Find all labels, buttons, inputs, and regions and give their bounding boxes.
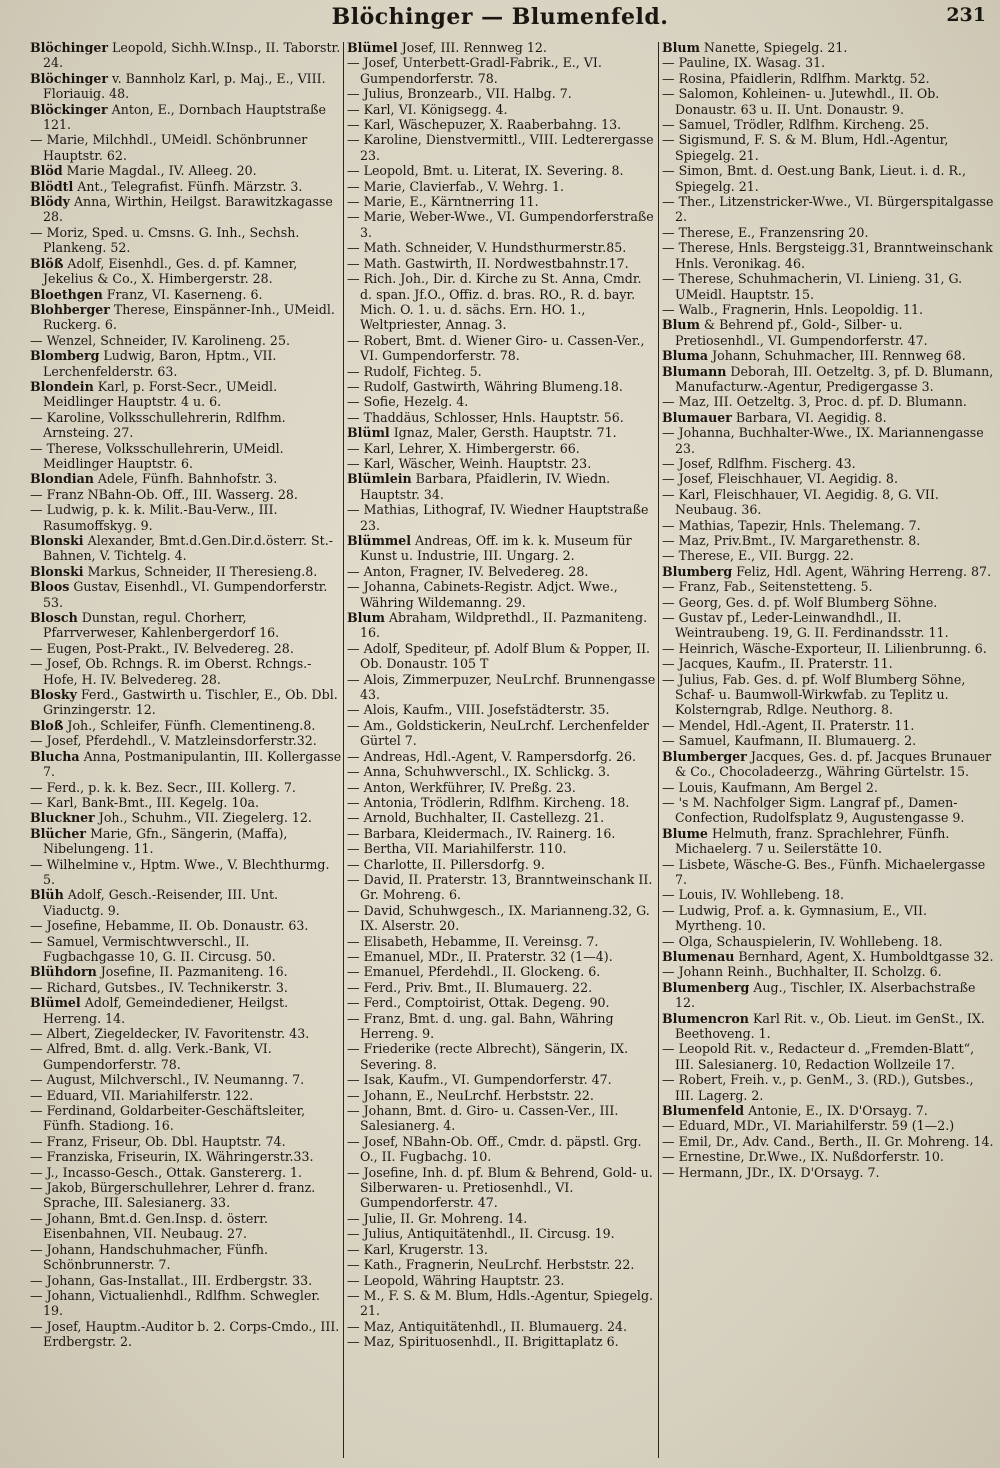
- directory-entry: — Hermann, JDr., IX. D'Orsayg. 7.: [662, 1164, 880, 1180]
- directory-entry: Blümel Adolf, Gemeindediener, Heilgst. Herreng. 14.: [30, 995, 289, 1026]
- directory-entry: — Alfred, Bmt. d. allg. Verk.-Bank, VI. Gumpendorferstr. 78.: [30, 1041, 272, 1072]
- directory-entry: — M., F. S. & M. Blum, Hdls.-Agentur, Spiegelg. 21.: [347, 1287, 654, 1319]
- directory-entry: — Franziska, Friseurin, IX. Währingerstr.33.: [30, 1149, 314, 1165]
- page-title: Blöchinger — Blumenfeld.: [331, 4, 669, 30]
- directory-entry: — Johanna, Buchhalter-Wwe., IX. Mariannengasse 23.: [662, 425, 984, 456]
- directory-entry: — Rosina, Pfaidlerin, Rdlfhm. Marktg. 52.: [662, 70, 930, 86]
- directory-entry: — Elisabeth, Hebamme, II. Vereinsg. 7.: [347, 933, 599, 949]
- directory-entry: Blondian Adele, Fünfh. Bahnhofstr. 3.: [30, 471, 278, 487]
- directory-entry: — Julie, II. Gr. Mohreng. 14.: [347, 1210, 528, 1226]
- directory-entry: — Jakob, Bürgerschullehrer, Lehrer d. franz. Sprache, III. Salesianerg. 33.: [30, 1180, 316, 1211]
- directory-entry: — Georg, Ges. d. pf. Wolf Blumberg Söhne.: [662, 594, 938, 610]
- directory-entry: — August, Milchverschl., IV. Neumanng. 7.: [30, 1072, 305, 1088]
- directory-entry: — Josef, Unterbett-Gradl-Fabrik., E., VI. Gumpendorferstr. 78.: [347, 55, 602, 86]
- directory-entry: — Emil, Dr., Adv. Cand., Berth., II. Gr. Mohreng. 14.: [662, 1133, 994, 1149]
- directory-entry: — Franz NBahn-Ob. Off., III. Wasserg. 28.: [30, 486, 298, 502]
- directory-entry: — Ferd., Comptoirist, Ottak. Degeng. 90.: [347, 995, 610, 1011]
- directory-entry: — Robert, Bmt. d. Wiener Giro- u. Cassen-Ver., VI. Gumpendorferstr. 78.: [347, 332, 645, 364]
- directory-entry: — David, II. Praterstr. 13, Branntweinschank II. Gr. Mohreng. 6.: [347, 871, 653, 903]
- directory-entry: — Antonia, Trödlerin, Rdlfhm. Kircheng. 18.: [347, 794, 630, 810]
- directory-entry: — Therese, Schuhmacherin, VI. Linieng. 31, G. UMeidl. Hauptstr. 15.: [662, 271, 963, 302]
- directory-entry: — Robert, Freih. v., p. GenM., 3. (RD.), Gutsbes., III. Lagerg. 2.: [662, 1072, 974, 1103]
- column-1: [30, 40, 342, 1464]
- directory-entry: — Johann, E., NeuLrchf. Herbststr. 22.: [347, 1087, 594, 1103]
- column-divider: [658, 42, 659, 1458]
- directory-entry: — Karl, Fleischhauer, VI. Aegidig. 8, G. VII. Neubaug. 36.: [662, 486, 939, 518]
- directory-entry: — Franz, Bmt. d. ung. gal. Bahn, Währing Herreng. 9.: [347, 1010, 614, 1041]
- directory-entry: — Bertha, VII. Mariahilferstr. 110.: [347, 841, 567, 857]
- directory-entry: Blümel Josef, III. Rennweg 12.: [347, 40, 547, 55]
- directory-entry: — Josef, Pferdehdl., V. Matzleinsdorferstr.32.: [30, 733, 317, 749]
- directory-entry: Blüh Adolf, Gesch.-Reisender, III. Unt. Viaductg. 9.: [30, 887, 279, 918]
- directory-entry: — Julius, Fab. Ges. d. pf. Wolf Blumberg Söhne, Schaf- u. Baumwoll-Wirkwfab. zu Teplitz u. Kolsterngrab, Rdlge. Neuthorg. 8.: [662, 671, 966, 718]
- directory-entry: — Johann, Bmt. d. Giro- u. Cassen-Ver., III. Salesianerg. 4.: [347, 1103, 619, 1134]
- directory-entry: — Ferd., p. k. k. Bez. Secr., III. Kollerg. 7.: [30, 779, 296, 795]
- directory-entry: Blöckinger Anton, E., Dornbach Hauptstraße 121.: [30, 101, 326, 133]
- column-3: [662, 40, 994, 1464]
- directory-entry: — Ludwig, Prof. a. k. Gymnasium, E., VII. Myrtheng. 10.: [662, 902, 927, 934]
- directory-entry: Blöd Marie Magdal., IV. Alleeg. 20.: [30, 163, 257, 179]
- directory-entry: — Ferdinand, Goldarbeiter-Geschäftsleiter, Fünfh. Stadiong. 16.: [30, 1103, 306, 1134]
- directory-entry: Blum Abraham, Wildprethdl., II. Pazmaniteng. 16.: [347, 610, 648, 641]
- directory-entry: — Johann, Gas-Installat., III. Erdbergstr. 33.: [30, 1272, 313, 1288]
- directory-entry: — Louis, Kaufmann, Am Bergel 2.: [662, 779, 878, 795]
- directory-entry: — Anna, Schuhwverschl., IX. Schlickg. 3.: [347, 764, 611, 780]
- directory-entry: Blumenau Bernhard, Agent, X. Humboldtgasse 32.: [662, 948, 994, 964]
- directory-entry: — Therese, E., Franzensring 20.: [662, 224, 869, 240]
- directory-entry: — Johann, Bmt.d. Gen.Insp. d. österr. Eisenbahnen, VII. Neubaug. 27.: [30, 1210, 268, 1242]
- directory-entry: — J., Incasso-Gesch., Ottak. Ganstererg. 1.: [30, 1164, 303, 1180]
- directory-entry: — Math. Schneider, V. Hundsthurmerstr.85.: [347, 240, 627, 256]
- directory-entry: Blöß Adolf, Eisenhdl., Ges. d. pf. Kamner, Jekelius & Co., X. Himbergerstr. 28.: [30, 255, 298, 287]
- directory-entry: — Gustav pf., Leder-Leinwandhdl., II. Weintraubeng. 19, G. II. Ferdinandsstr. 11.: [662, 610, 949, 641]
- directory-entry: — Eduard, MDr., VI. Mariahilferstr. 59 (1—2.): [662, 1118, 955, 1134]
- directory-entry: — Karl, Krugerstr. 13.: [347, 1241, 488, 1257]
- directory-entry: — Simon, Bmt. d. Oest.ung Bank, Lieut. i. d. R., Spiegelg. 21.: [662, 163, 966, 194]
- directory-entry: — Karl, VI. Königsegg. 4.: [347, 101, 508, 117]
- directory-entry: — Karoline, Volksschullehrerin, Rdlfhm. Arnsteing. 27.: [30, 409, 286, 441]
- directory-entry: — Ludwig, p. k. k. Milit.-Bau-Verw., III. Rasumoffskyg. 9.: [30, 502, 278, 533]
- directory-entry: — Heinrich, Wäsche-Exporteur, II. Lilienbrunng. 6.: [662, 640, 987, 656]
- directory-entry: — Johann, Handschuhmacher, Fünfh. Schönbrunnerstr. 7.: [30, 1241, 269, 1273]
- directory-entry: — Eduard, VII. Mariahilferstr. 122.: [30, 1087, 254, 1103]
- directory-entry: Blödy Anna, Wirthin, Heilgst. Barawitzkagasse 28.: [30, 194, 333, 225]
- directory-entry: — Jacques, Kaufm., II. Praterstr. 11.: [662, 656, 893, 672]
- directory-entry: — Am., Goldstickerin, NeuLrchf. Lerchenfelder Gürtel 7.: [347, 717, 649, 749]
- directory-entry: Blum Nanette, Spiegelg. 21.: [662, 40, 848, 55]
- directory-entry: — Josef, Fleischhauer, VI. Aegidig. 8.: [662, 471, 898, 487]
- directory-entry: — Johann Reinh., Buchhalter, II. Scholzg. 6.: [662, 964, 942, 980]
- directory-entry: — Alois, Kaufm., VIII. Josefstädterstr. 35.: [347, 702, 610, 718]
- directory-entry: — Josefine, Inh. d. pf. Blum & Behrend, Gold- u. Silberwaren- u. Pretiosenhdl., VI. Gumpendorferstr. 47.: [347, 1164, 653, 1211]
- directory-entry: — Ernestine, Dr.Wwe., IX. Nußdorferstr. 10.: [662, 1149, 944, 1165]
- directory-entry: — Rudolf, Gastwirth, Währing Blumeng.18.: [347, 378, 623, 394]
- directory-entry: Bloos Gustav, Eisenhdl., VI. Gumpendorferstr. 53.: [30, 579, 328, 610]
- directory-entry: Blühdorn Josefine, II. Pazmaniteng. 16.: [30, 964, 288, 980]
- directory-entry: — Kath., Fragnerin, NeuLrchf. Herbststr. 22.: [347, 1257, 635, 1273]
- directory-entry: — Marie, Milchhdl., UMeidl. Schönbrunner Hauptstr. 62.: [30, 132, 308, 163]
- directory-entry: Blumberg Feliz, Hdl. Agent, Währing Herreng. 87.: [662, 563, 992, 579]
- directory-entry: — Josefine, Hebamme, II. Ob. Donaustr. 63.: [30, 918, 309, 934]
- directory-entry: — Moriz, Sped. u. Cmsns. G. Inh., Sechsh. Plankeng. 52.: [30, 224, 300, 256]
- directory-entry: Bloß Joh., Schleifer, Fünfh. Clementineng.8.: [30, 717, 316, 733]
- directory-entry: — Friederike (recte Albrecht), Sängerin, IX. Severing. 8.: [347, 1041, 629, 1072]
- directory-entry: Blume Helmuth, franz. Sprachlehrer, Fünfh. Michaelerg. 7 u. Seilerstätte 10.: [662, 825, 950, 857]
- directory-entry: — Olga, Schauspielerin, IV. Wohllebeng. 18.: [662, 933, 943, 949]
- page-header: [0, 0, 1000, 38]
- directory-entry: — Barbara, Kleidermach., IV. Rainerg. 16.: [347, 825, 616, 841]
- directory-entry: — Karoline, Dienstvermittl., VIII. Ledterergasse 23.: [347, 132, 654, 163]
- directory-entry: — Therese, Volksschullehrerin, UMeidl. Meidlinger Hauptstr. 6.: [30, 440, 284, 471]
- directory-entry: — Karl, Wäschepuzer, X. Raaberbahng. 13.: [347, 117, 622, 133]
- directory-entry: — Andreas, Hdl.-Agent, V. Rampersdorfg. 26.: [347, 748, 636, 764]
- directory-entry: Bluma Johann, Schuhmacher, III. Rennweg 68.: [662, 348, 966, 364]
- directory-entry: — Marie, Weber-Wwe., VI. Gumpendorferstraße 3.: [347, 209, 654, 240]
- directory-entry: — Mathias, Lithograf, IV. Wiedner Hauptstraße 23.: [347, 502, 649, 533]
- directory-entry: — Anton, Werkführer, IV. Preßg. 23.: [347, 779, 576, 795]
- directory-entry: — Wilhelmine v., Hptm. Wwe., V. Blechthurmg. 5.: [30, 856, 330, 887]
- directory-entry: — Therese, E., VII. Burgg. 22.: [662, 548, 854, 564]
- directory-entry: — Mendel, Hdl.-Agent, II. Praterstr. 11.: [662, 717, 915, 733]
- directory-entry: — Samuel, Trödler, Rdlfhm. Kircheng. 25.: [662, 117, 930, 133]
- directory-entry: — Alois, Zimmerpuzer, NeuLrchf. Brunnengasse 43.: [347, 671, 656, 703]
- directory-entry: — Albert, Ziegeldecker, IV. Favoritenstr. 43.: [30, 1026, 310, 1041]
- directory-entry: Blumberger Jacques, Ges. d. pf. Jacques Brunauer & Co., Chocoladeerzg., Währing Gürtelstr. 15.: [662, 748, 992, 780]
- directory-entry: Blumenberg Aug., Tischler, IX. Alserbachstraße 12.: [662, 979, 976, 1011]
- page-number: 231: [946, 4, 986, 26]
- directory-entry: — Therese, Hnls. Bergsteigg.31, Branntweinschank Hnls. Veronikag. 46.: [662, 240, 993, 271]
- directory-entry: — Franz, Fab., Seitenstetteng. 5.: [662, 579, 873, 595]
- directory-entry: — Richard, Gutsbes., IV. Technikerstr. 3.: [30, 979, 288, 995]
- directory-entry: Blumann Deborah, III. Oetzeltg. 3, pf. D. Blumann, Manufacturw.-Agentur, Predigergasse 3.: [662, 363, 994, 394]
- column-2: [347, 40, 657, 1464]
- directory-entry: — Arnold, Buchhalter, II. Castellezg. 21.: [347, 810, 605, 826]
- directory-entry: Blumencron Karl Rit. v., Ob. Lieut. im GenSt., IX. Beethoveng. 1.: [662, 1010, 985, 1041]
- directory-entry: — Samuel, Kaufmann, II. Blumauerg. 2.: [662, 733, 917, 749]
- directory-entry: — Rich. Joh., Dir. d. Kirche zu St. Anna, Cmdr. d. span. Jf.O., Offiz. d. bras. RO., R. d. bayr. Mich. O. 1. u. d. sächs. Ern. HO. 1., Weltpriester, Annag. 3.: [347, 271, 642, 333]
- directory-entry: — Karl, Lehrer, X. Himbergerstr. 66.: [347, 440, 580, 456]
- directory-entry: — Sigismund, F. S. & M. Blum, Hdl.-Agentur, Spiegelg. 21.: [662, 132, 949, 163]
- column-divider: [343, 42, 344, 1458]
- directory-entry: — Johanna, Cabinets-Registr. Adjct. Wwe., Währing Wildemanng. 29.: [347, 579, 618, 610]
- directory-entry: — Eugen, Post-Prakt., IV. Belvedereg. 28.: [30, 640, 294, 656]
- directory-entry: — Salomon, Kohleinen- u. Jutewhdl., II. Ob. Donaustr. 63 u. II. Unt. Donaustr. 9.: [662, 86, 940, 117]
- directory-entry: — Adolf, Spediteur, pf. Adolf Blum & Popper, II. Ob. Donaustr. 105 T: [347, 640, 651, 672]
- directory-entry: — Rudolf, Fichteg. 5.: [347, 363, 482, 379]
- directory-entry: Bloethgen Franz, VI. Kaserneng. 6.: [30, 286, 263, 302]
- directory-entry: Blümlein Barbara, Pfaidlerin, IV. Wiedn. Hauptstr. 34.: [347, 471, 611, 502]
- directory-entry: Bluckner Joh., Schuhm., VII. Ziegelerg. 12.: [30, 810, 312, 826]
- directory-entry: Blondein Karl, p. Forst-Secr., UMeidl. Meidlinger Hauptstr. 4 u. 6.: [30, 378, 278, 410]
- directory-entry: Blomberg Ludwig, Baron, Hptm., VII. Lerchenfelderstr. 63.: [30, 348, 277, 379]
- directory-entry: — Julius, Antiquitätenhdl., II. Circusg. 19.: [347, 1226, 615, 1242]
- directory-entry: Blum & Behrend pf., Gold-, Silber- u. Pretiosenhdl., VI. Gumpendorferstr. 47.: [662, 317, 928, 348]
- directory-entry: Blonski Markus, Schneider, II Theresieng.8.: [30, 563, 318, 579]
- directory-entry: — Pauline, IX. Wasag. 31.: [662, 55, 826, 71]
- directory-entry: — Johann, Victualienhdl., Rdlfhm. Schwegler. 19.: [30, 1287, 321, 1319]
- directory-entry: — Maz, Antiquitätenhdl., II. Blumauerg. 24.: [347, 1318, 628, 1334]
- directory-entry: Blosch Dunstan, regul. Chorherr, Pfarrverweser, Kahlenbergerdorf 16.: [30, 610, 280, 641]
- directory-entry: — Wenzel, Schneider, IV. Karolineng. 25.: [30, 332, 290, 348]
- directory-entry: Blödtl Ant., Telegrafist. Fünfh. Märzstr. 3.: [30, 178, 303, 194]
- directory-entry: — Math. Gastwirth, II. Nordwestbahnstr.17.: [347, 255, 629, 271]
- directory-entry: Blonski Alexander, Bmt.d.Gen.Dir.d.österr. St.-Bahnen, V. Tichtelg. 4.: [30, 533, 334, 564]
- directory-entry: — Sofie, Hezelg. 4.: [347, 394, 469, 410]
- directory-entry: — Lisbete, Wäsche-G. Bes., Fünfh. Michaelergasse 7.: [662, 856, 986, 887]
- directory-entry: — Thaddäus, Schlosser, Hnls. Hauptstr. 56.: [347, 409, 624, 425]
- directory-entry: — Emanuel, MDr., II. Praterstr. 32 (1—4).: [347, 948, 613, 964]
- directory-entry: — Josef, Ob. Rchngs. R. im Oberst. Rchngs.-Hofe, H. IV. Belvedereg. 28.: [30, 656, 312, 687]
- directory-entry: Blöchinger Leopold, Sichh.W.Insp., II. Taborstr. 24.: [30, 40, 341, 71]
- directory-entry: — Maz, III. Oetzeltg. 3, Proc. d. pf. D. Blumann.: [662, 394, 967, 410]
- directory-entry: Blücher Marie, Gfn., Sängerin, (Maffa), Nibelungeng. 11.: [30, 825, 288, 857]
- directory-entry: — 's M. Nachfolger Sigm. Langraf pf., Damen-Confection, Rudolfsplatz 9, Augustengasse 9.: [662, 794, 965, 826]
- directory-entry: — Maz, Priv.Bmt., IV. Margarethenstr. 8.: [662, 533, 921, 548]
- directory-entry: — Ferd., Priv. Bmt., II. Blumauerg. 22.: [347, 979, 593, 995]
- directory-entry: Blohberger Therese, Einspänner-Inh., UMeidl. Ruckerg. 6.: [30, 301, 335, 333]
- directory-entry: — Ther., Litzenstricker-Wwe., VI. Bürgerspitalgasse 2.: [662, 194, 994, 225]
- directory-entry: — Samuel, Vermischtwverschl., II. Fugbachgasse 10, G. II. Circusg. 50.: [30, 933, 276, 964]
- directory-entry: Blüml Ignaz, Maler, Gersth. Hauptstr. 71.: [347, 425, 617, 441]
- directory-entry: Blosky Ferd., Gastwirth u. Tischler, E., Ob. Dbl. Grinzingerstr. 12.: [30, 687, 338, 718]
- directory-entry: — Leopold, Währing Hauptstr. 23.: [347, 1272, 565, 1288]
- directory-entry: Blumauer Barbara, VI. Aegidig. 8.: [662, 409, 887, 425]
- directory-entry: — David, Schuhwgesch., IX. Marianneng.32, G. IX. Alserstr. 20.: [347, 902, 650, 934]
- directory-entry: — Julius, Bronzearb., VII. Halbg. 7.: [347, 86, 572, 102]
- directory-entry: — Marie, Clavierfab., V. Wehrg. 1.: [347, 178, 565, 194]
- directory-entry: — Josef, Rdlfhm. Fischerg. 43.: [662, 455, 856, 471]
- directory-entry: — Walb., Fragnerin, Hnls. Leopoldig. 11.: [662, 301, 923, 317]
- directory-entry: — Karl, Bank-Bmt., III. Kegelg. 10a.: [30, 794, 259, 810]
- directory-entry: — Leopold, Bmt. u. Literat, IX. Severing. 8.: [347, 163, 624, 179]
- directory-entry: — Marie, E., Kärntnerring 11.: [347, 194, 539, 210]
- directory-entry: — Karl, Wäscher, Weinh. Hauptstr. 23.: [347, 455, 592, 471]
- directory-entry: — Franz, Friseur, Ob. Dbl. Hauptstr. 74.: [30, 1133, 286, 1149]
- directory-entry: Blumenfeld Antonie, E., IX. D'Orsayg. 7.: [662, 1103, 928, 1119]
- directory-entry: Blümmel Andreas, Off. im k. k. Museum für Kunst u. Industrie, III. Ungarg. 2.: [347, 533, 632, 564]
- directory-entry: — Josef, Hauptm.-Auditor b. 2. Corps-Cmdo., III. Erdbergstr. 2.: [30, 1318, 340, 1350]
- directory-entry: — Anton, Fragner, IV. Belvedereg. 28.: [347, 563, 589, 579]
- directory-entry: Blucha Anna, Postmanipulantin, III. Kollergasse 7.: [30, 748, 342, 780]
- directory-entry: — Leopold Rit. v., Redacteur d. „Fremden-Blatt“, III. Salesianerg. 10, Redaction Wollzeile 17.: [662, 1041, 975, 1072]
- directory-entry: — Josef, NBahn-Ob. Off., Cmdr. d. päpstl. Grg. O., II. Fugbachg. 10.: [347, 1133, 642, 1165]
- directory-columns: [30, 40, 998, 1464]
- directory-entry: — Isak, Kaufm., VI. Gumpendorferstr. 47.: [347, 1072, 612, 1088]
- directory-entry: — Maz, Spirituosenhdl., II. Brigittaplatz 6.: [347, 1334, 619, 1350]
- directory-entry: — Mathias, Tapezir, Hnls. Thelemang. 7.: [662, 517, 921, 533]
- directory-entry: — Emanuel, Pferdehdl., II. Glockeng. 6.: [347, 964, 601, 980]
- directory-entry: — Louis, IV. Wohllebeng. 18.: [662, 887, 845, 903]
- directory-entry: — Charlotte, II. Pillersdorfg. 9.: [347, 856, 545, 872]
- directory-entry: Blöchinger v. Bannholz Karl, p. Maj., E., VIII. Floriauig. 48.: [30, 70, 326, 102]
